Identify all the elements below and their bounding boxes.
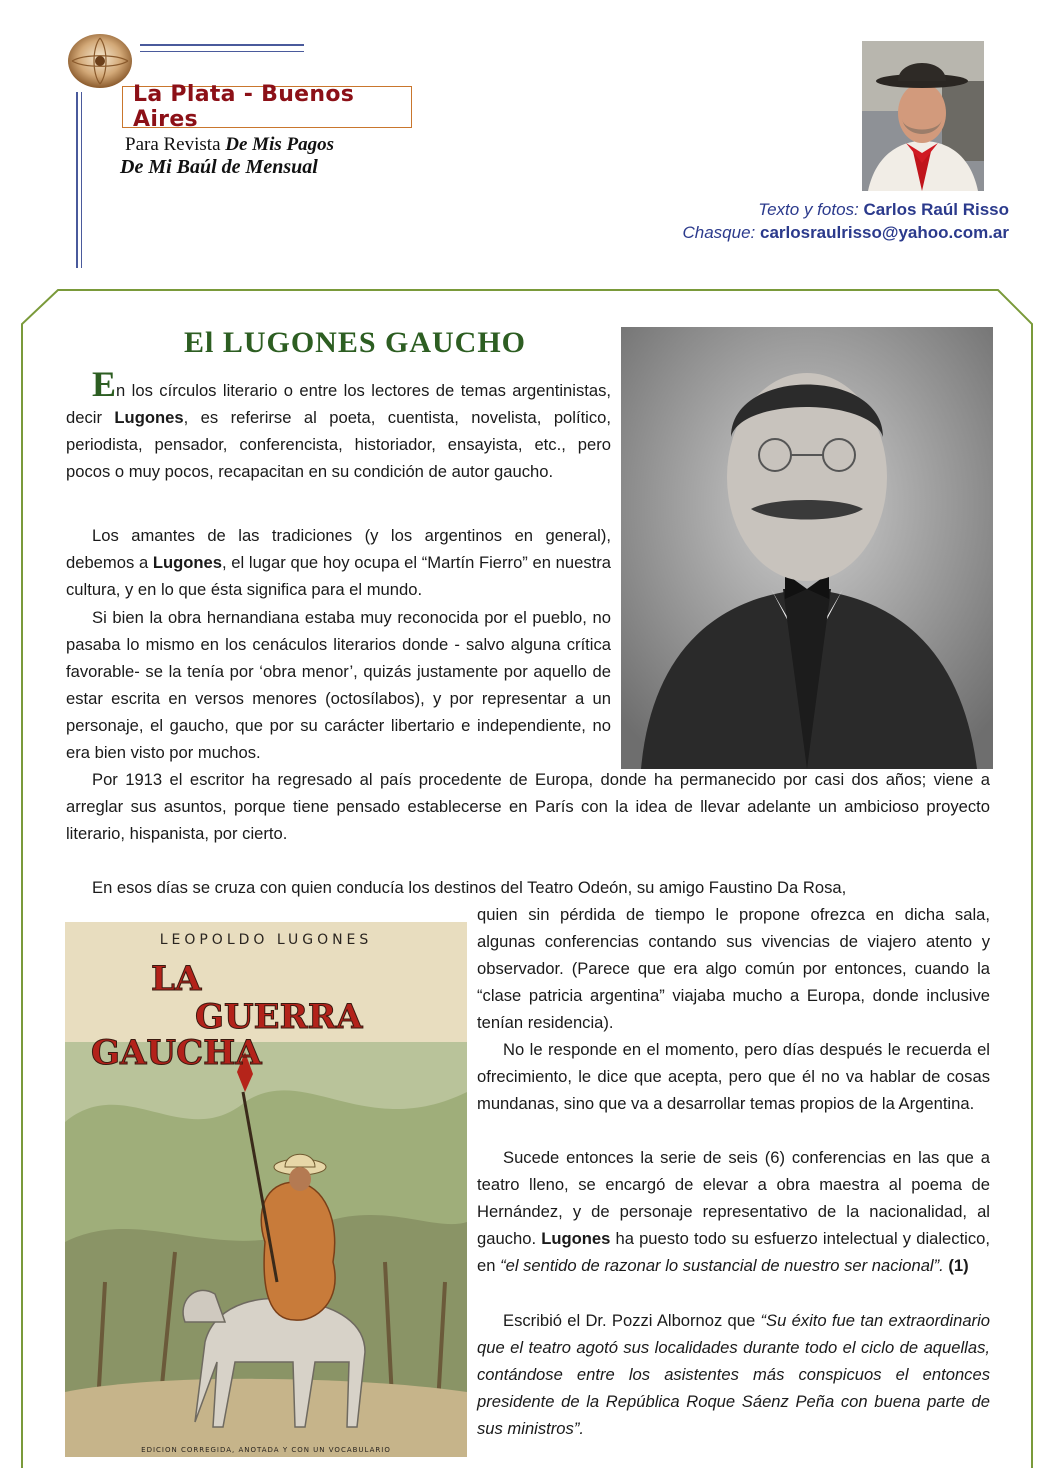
p2-text-c: , el lugar que hoy ocupa el “Martín Fierro” en nuestra cultura, y en lo que ésta significa para el mundo.	[66, 553, 611, 599]
paragraph-2	[66, 522, 611, 603]
paragraph-6	[477, 1036, 990, 1117]
header-double-rule	[140, 44, 304, 52]
p2-text-a: Los amantes de las tradiciones (y los argentinos en general), debemos a	[66, 526, 611, 572]
contact-label: Chasque:	[682, 223, 760, 242]
book-title-line2: GUERRA	[195, 997, 363, 1037]
p7-text-a: Sucede entonces la serie de seis (6) conferencias en las que a teatro lleno, se encargó de elevar a obra maestra al poema de Hernández, y de personaje representativo de la nacionalidad, al gaucho.	[477, 1148, 990, 1248]
paragraph-8	[477, 1307, 990, 1442]
p7-bold: Lugones	[541, 1229, 611, 1248]
contact-email[interactable]: carlosraulrisso@yahoo.com.ar	[759, 223, 1009, 242]
paragraph-3	[66, 604, 611, 766]
book-author: LEOPOLDO LUGONES	[159, 932, 373, 948]
footnote-ref: (1)	[943, 1256, 969, 1275]
p7-text-c: ha puesto todo su esfuerzo intelectual y dialectico, en	[477, 1229, 990, 1275]
p5-text-rest: quien sin pérdida de tiempo le propone ofrezca en dicha sala, algunas conferencias contando sus vivencias de viajero atento y observador. (Parece que era algo común por entonces, cuando la “clase patricia argentina” viajaba mucho a Europa, donde inclusive tenían residencia).	[477, 905, 990, 1032]
magazine-logo	[62, 30, 138, 92]
paragraph-7	[477, 1144, 990, 1279]
drop-cap: E	[92, 364, 117, 404]
section-name: De Mi Baúl de Mensual	[120, 156, 318, 178]
contact-line	[682, 223, 1009, 243]
book-title-line3: GAUCHA	[91, 1033, 262, 1073]
paragraph-4	[66, 766, 990, 847]
p6-text: No le responde en el momento, pero días después le recuerda el ofrecimiento, le dice que acepta, pero que él no va hablar de cosas mundanas, sino que va a desarrollar temas propios de la Argentina.	[477, 1040, 990, 1113]
lugones-portrait	[621, 327, 993, 769]
credit-label: Texto y fotos:	[758, 200, 864, 219]
header-vertical-rule	[76, 92, 82, 268]
p1-bold: Lugones	[114, 408, 184, 427]
p1-text-c: , es referirse al poeta, cuentista, novelista, político, periodista, pensador, conferencista, historiador, ensayista, etc., pero pocos o muy pocos, recapacitan en su condición de autor gaucho.	[66, 408, 612, 481]
paragraph-1	[66, 364, 612, 485]
p3-text: Si bien la obra hernandiana estaba muy reconocida por el pueblo, no pasaba lo mismo en los cenáculos literarios donde - salvo alguna crítica favorable- se la tenía por ‘obra menor’, quizás justamente por aquello de estar escrita en versos menores (octosílabos), y por representar a un personaje, el gaucho, que por su carácter libertario e independiente, no era bien visto por muchos.	[66, 608, 611, 762]
author-photo	[862, 41, 984, 191]
p8-quote: “Su éxito fue tan extraordinario que el teatro agotó sus localidades durante todo el ciclo de aquellas, contándose entre los asistentes más conspicuos el entonces presidente de la República Roque Sáenz Peña con buena parte de sus ministros”.	[477, 1311, 990, 1438]
book-cover-la-guerra-gaucha	[65, 922, 467, 1457]
credit-line	[758, 200, 1009, 220]
p4-text: Por 1913 el escritor ha regresado al país procedente de Europa, donde ha permanecido por casi dos años; viene a arreglar sus asuntos, porque tiene pensado establecerse en París con la idea de llevar adelante un ambicioso proyecto literario, hispanista, por cierto.	[66, 770, 990, 843]
p8-text-a: Escribió el Dr. Pozzi Albornoz que	[503, 1311, 761, 1330]
p2-bold: Lugones	[152, 553, 222, 572]
p5-text-first: En esos días se cruza con quien conducía los destinos del Teatro Odeón, su amigo Faustino Da Rosa,	[92, 878, 847, 897]
publication-prefix: Para Revista	[125, 134, 226, 155]
p7-quote: “el sentido de razonar lo sustancial de nuestro ser nacional”.	[500, 1256, 944, 1275]
book-title-line1: LA	[151, 959, 202, 999]
paragraph-5-first-line	[66, 874, 990, 901]
paragraph-5-rest	[477, 901, 990, 1036]
credit-author: Carlos Raúl Risso	[863, 200, 1009, 219]
book-edition: EDICION CORREGIDA, ANOTADA Y CON UN VOCABULARIO	[141, 1446, 391, 1454]
publication-name: De Mis Pagos	[225, 134, 334, 155]
publication-line	[125, 134, 334, 156]
location-label: La Plata - Buenos Aires	[122, 86, 412, 128]
p1-text-a: n los círculos literario o entre los lectores de temas argentinistas, decir	[66, 381, 611, 427]
article-title: El LUGONES GAUCHO	[183, 326, 527, 359]
